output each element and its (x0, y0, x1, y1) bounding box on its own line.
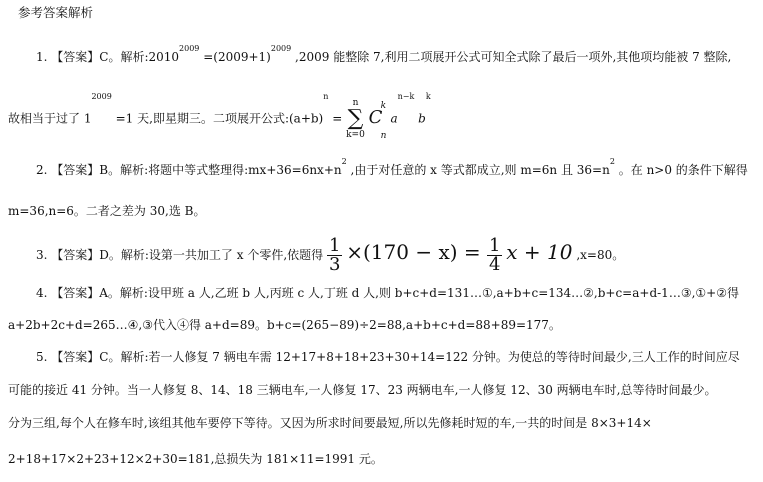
fraction-one-third: $\frac{1}{3}$ (328, 235, 341, 275)
q5-line3: 分为三组,每个人在修车时,该组其他车要停下等待。又因为所求时间要最短,所以先修耗时短的车,一共的时间是 8×3+14× (8, 416, 652, 430)
q1-line2: 故相当于过了 $1^{2009} =1$ 天,即星期三。二项展开公式$:(a+b)^n$ = n ∑ k=0 C k n $a^{n-k}$ $b^k$ (8, 92, 431, 141)
q2-line1: 2. 【答案】B。解析:将题中等式整理得$:mx+36=6nx+n^2$ ,由于对任意的 x 等式都成立,则 m=6n 且 $36=n^2$ 。在 n>0 的条件下解得 (36, 157, 748, 177)
page-title: 参考答案解析 (18, 5, 94, 20)
fraction-one-fourth: $\frac{1}{4}$ (489, 235, 501, 275)
q1-line1: 1. 【答案】C。解析$:2010^{2009} =(2009+1)^{2009}$ ,2009 能整除 7,利用二项展开公式可知全式除了最后一项外,其他项均能被 7 整除, (36, 44, 732, 64)
q5-line4: 2+18+17×2+23+12×2+30=181,总损失为 181×11=1991 元。 (8, 452, 383, 466)
q5-line1: 5. 【答案】C。解析:若一人修复 7 辆电车需 12+17+8+18+23+30+14=122 分钟。为使总的等待时间最少,三人工作的时间应尽 (36, 350, 740, 364)
binomial-coefficient: C k n (368, 100, 387, 141)
q4-line2: a+2b+2c+d=265…④,③代入④得 a+d=89。b+c=(265−89)÷2=88,a+b+c+d=88+89=177。 (8, 318, 561, 332)
q4-line1: 4. 【答案】A。解析:设甲班 a 人,乙班 b 人,丙班 c 人,丁班 d 人,则 b+c+d=131…①,a+b+c=134…②,b+c=a+d-1…③,①+②得 (36, 286, 739, 300)
q3-line: 3. 【答案】D。解析:设第一共加工了 x 个零件,依题得 $\frac{1}{3}$ ×(170 − x) = $\frac{1}{4}$ x + 10 ,x=80。 (36, 235, 625, 275)
q5-line2: 可能的接近 41 分钟。当一人修复 8、14、18 三辆电车,一人修复 17、23 两辆电车,一人修复 12、30 两辆电车时,总等待时间最少。 (8, 383, 717, 397)
q2-line2: m=36,n=6。二者之差为 30,选 B。 (8, 204, 206, 218)
sum-symbol: n ∑ k=0 (346, 98, 365, 140)
